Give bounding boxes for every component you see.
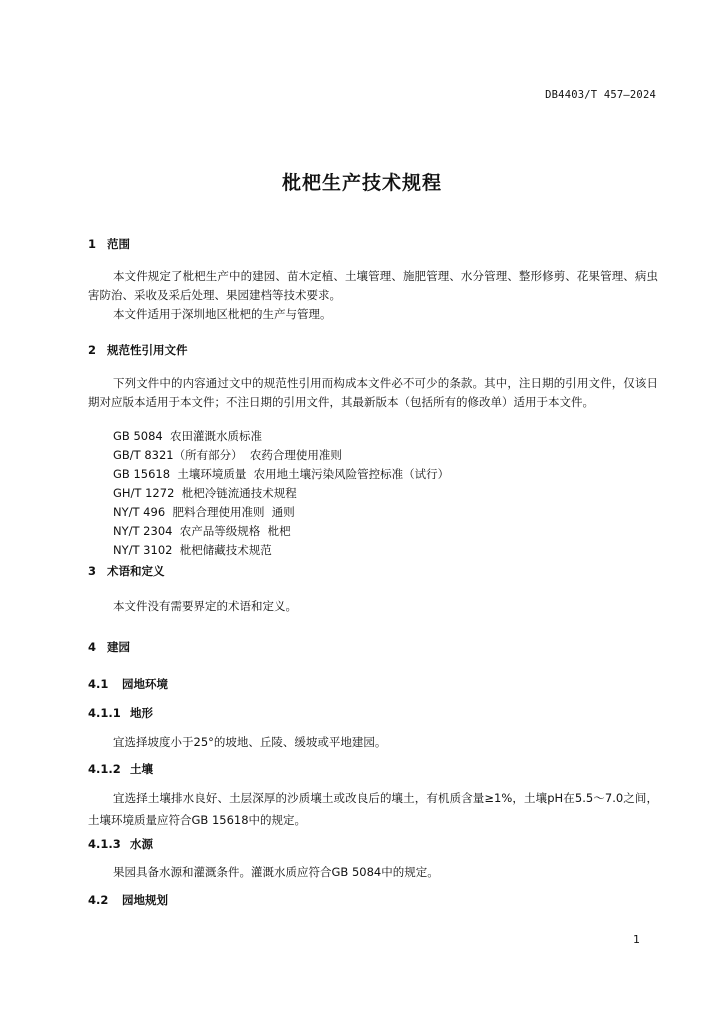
scope-paragraph-2: 本文件适用于深圳地区枇杷的生产与管理。	[113, 307, 332, 321]
reference-item: NY/T 2304 农产品等级规格 枇杷	[113, 524, 291, 538]
section-1-heading	[88, 236, 130, 252]
scope-paragraph-1: 本文件规定了枇杷生产中的建园、苗木定植、土壤管理、施肥管理、水分管理、整形修剪、花果管理、病虫害防治、采收及采后处理、果园建档等技术要求。	[88, 269, 658, 302]
reference-item: NY/T 496 肥料合理使用准则 通则	[113, 505, 295, 519]
subsection-4-1-3-heading	[88, 836, 153, 852]
section-number: 2	[88, 343, 97, 357]
section-number: 1	[88, 237, 97, 251]
subsection-4-1-1-heading	[88, 705, 153, 721]
references-intro: 下列文件中的内容通过文中的规范性引用而构成本文件必不可少的条款。其中，注日期的引用文件，仅该日期对应版本适用于本文件；不注日期的引用文件，其最新版本（包括所有的修改单）适用于本文件。	[88, 376, 658, 409]
subsection-4-2-heading	[88, 892, 168, 908]
reference-item: GB/T 8321（所有部分） 农药合理使用准则	[113, 448, 342, 462]
section-number: 3	[88, 564, 97, 578]
water-source-paragraph: 果园具备水源和灌溉条件。灌溉水质应符合GB 5084中的规定。	[113, 865, 439, 879]
terrain-paragraph: 宜选择坡度小于25°的坡地、丘陵、缓坡或平地建园。	[113, 735, 387, 749]
section-3-heading	[88, 563, 165, 579]
section-title: 范围	[107, 237, 130, 251]
section-title: 土壤	[130, 762, 153, 776]
section-2-heading	[88, 342, 188, 358]
section-title: 术语和定义	[107, 564, 165, 578]
reference-item: GH/T 1272 枇杷冷链流通技术规程	[113, 486, 297, 500]
reference-item: GB 15618 土壤环境质量 农用地土壤污染风险管控标准（试行）	[113, 467, 450, 481]
terms-paragraph: 本文件没有需要界定的术语和定义。	[113, 599, 297, 613]
document-title: 枇杷生产技术规程	[281, 172, 442, 194]
section-title: 建园	[107, 640, 130, 654]
reference-list	[113, 427, 449, 560]
subsection-4-1-heading	[88, 676, 168, 692]
reference-item: GB 5084 农田灌溉水质标准	[113, 429, 263, 443]
reference-item: NY/T 3102 枇杷储藏技术规范	[113, 543, 272, 557]
section-number: 4.1.3	[88, 837, 121, 851]
section-title: 地形	[130, 706, 153, 720]
subsection-4-1-2-heading	[88, 761, 153, 777]
section-4-heading	[88, 639, 130, 655]
section-number: 4.1.1	[88, 706, 121, 720]
document-code: DB4403/T 457—2024	[545, 89, 656, 101]
page-number: 1	[633, 933, 640, 946]
section-title: 规范性引用文件	[107, 343, 188, 357]
section-number: 4	[88, 640, 97, 654]
section-title: 水源	[130, 837, 153, 851]
section-number: 4.1	[88, 677, 109, 691]
section-title: 园地规划	[122, 893, 168, 907]
section-title: 园地环境	[122, 677, 168, 691]
soil-paragraph: 宜选择土壤排水良好、土层深厚的沙质壤土或改良后的壤土，有机质含量≥1%，土壤pH在5.5～7.0之间，土壤环境质量应符合GB 15618中的规定。	[88, 791, 658, 827]
section-number: 4.2	[88, 893, 109, 907]
section-number: 4.1.2	[88, 762, 121, 776]
